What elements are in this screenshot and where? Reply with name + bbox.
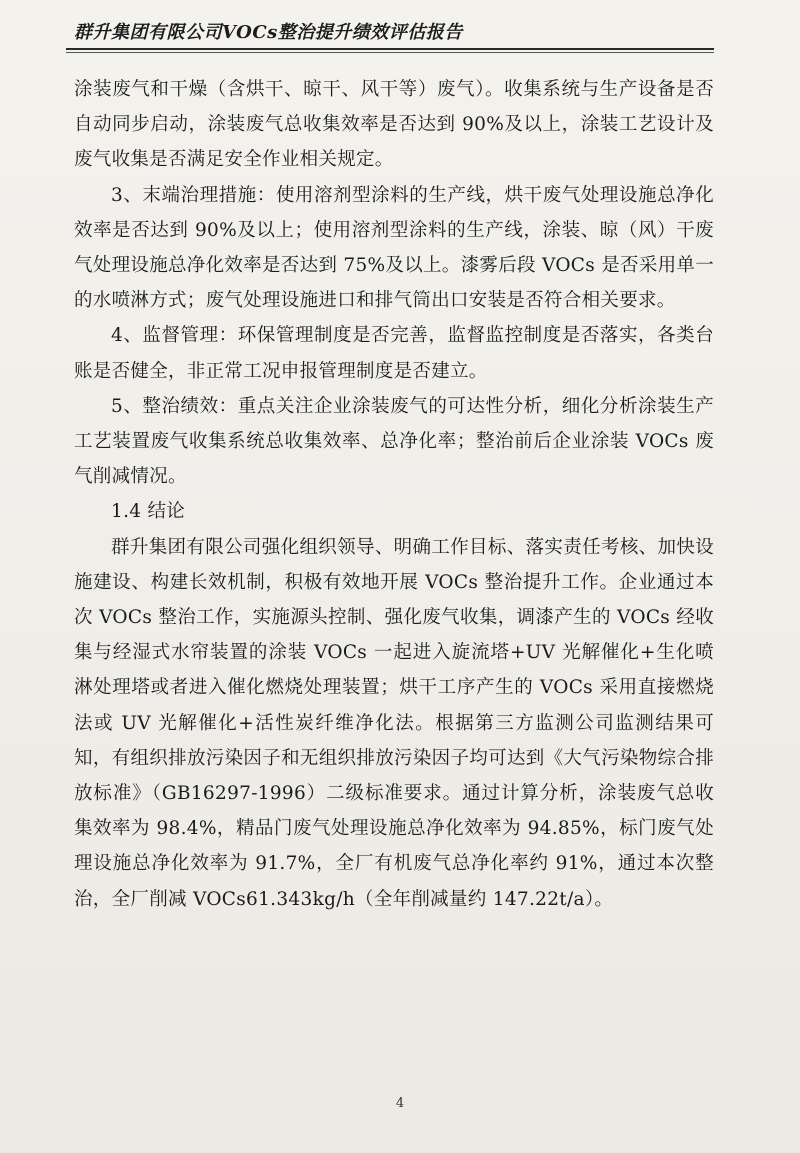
paragraph-continued: 涂装废气和干燥（含烘干、晾干、风干等）废气）。收集系统与生产设备是否自动同步启动，涂装废气总收集效率是否达到 90%及以上，涂装工艺设计及废气收集是否满足安全作业相关规定。	[74, 79, 714, 171]
header-rule	[66, 48, 714, 50]
section-heading: 1.4 结论	[111, 501, 186, 523]
page-number: 4	[395, 1096, 405, 1111]
paragraph-performance: 5、整治绩效：重点关注企业涂装废气的可达性分析，细化分析涂装生产工艺装置废气收集系统总收集效率、总净化率；整治前后企业涂装 VOCs 废气削减情况。	[74, 395, 714, 488]
paragraph-supervision: 4、监督管理：环保管理制度是否完善，监督监控制度是否落实，各类台账是否健全，非正常工况申报管理制度是否建立。	[74, 325, 714, 382]
paragraph-end-treatment: 3、末端治理措施：使用溶剂型涂料的生产线，烘干废气处理设施总净化效率是否达到 90%及以上；使用溶剂型涂料的生产线，涂装、晾（风）干废气处理设施总净化效率是否达到 75%及以上。漆雾后段 VOCs 是否采用单一的水喷淋方式；废气处理设施进口和排气筒出口安装是否符合相关要求。	[74, 184, 715, 312]
body-text	[74, 72, 714, 917]
running-header: 群升集团有限公司VOCs整治提升绩效评估报告	[74, 22, 463, 43]
paragraph-conclusion: 群升集团有限公司强化组织领导、明确工作目标、落实责任考核、加快设施建设、构建长效机制，积极有效地开展 VOCs 整治提升工作。企业通过本次 VOCs 整治工作，实施源头控制、强化废气收集，调漆产生的 VOCs 经收集与经湿式水帘装置的涂装 VOCs 一起进入旋流塔+UV 光解催化+生化喷淋处理塔或者进入催化燃烧处理装置；烘干工序产生的 VOCs 采用直接燃烧法或 UV 光解催化+活性炭纤维净化法。根据第三方监测公司监测结果可知，有组织排放污染因子和无组织排放污染因子均可达到《大气污染物综合排放标准》（GB16297-1996）二级标准要求。通过计算分析，涂装废气总收集效率为 98.4%，精品门废气处理设施总净化效率为 94.85%，标门废气处理设施总净化效率为 91.7%，全厂有机废气总净化率约 91%，通过本次整治，全厂削减 VOCs61.343kg/h（全年削减量约 147.22t/a）。	[74, 536, 714, 910]
header-rule-thin	[66, 52, 714, 53]
